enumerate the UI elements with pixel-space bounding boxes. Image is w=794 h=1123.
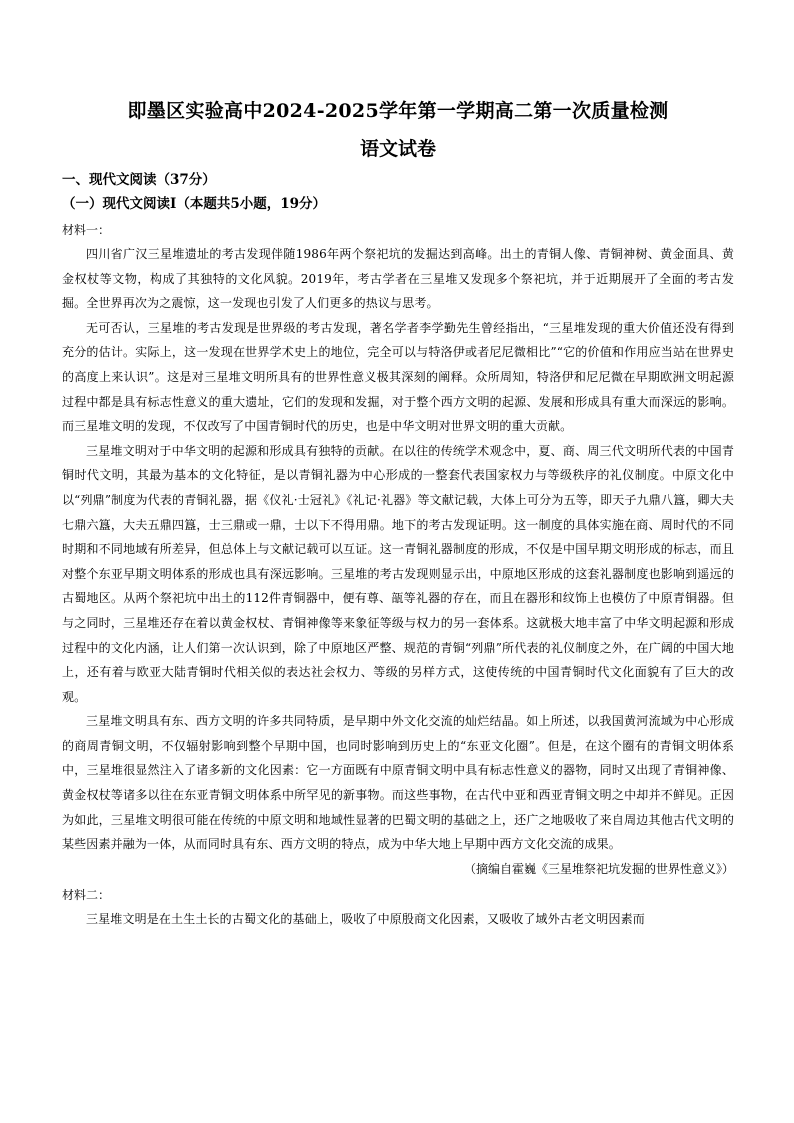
- source-citation: （摘编自霍巍《三星堆祭祀坑发掘的世界性意义》）: [463, 861, 734, 876]
- material-label: 材料一：: [62, 223, 111, 237]
- paragraph: 无可否认，三星堆的考古发现是世界级的考古发现，著名学者李学勤先生曾经指出，“三星堆发现的重大价值还没有得到充分的估计。实际上，这一发现在世界学术史上的地位，完全可以与特洛伊或者尼尼微相比”“它的价值和作用应当站在世界史的高度上来认识”。这是对三星堆文明所具有的世界性意义极其深刻的阐释。众所周知，特洛伊和尼尼微在早期欧洲文明起源过程中都是具有标志性意义的重大遗址，它们的发现和发掘，对于整个西方文明的起源、发展和形成具有重大而深远的影响。而三星堆文明的发现，不仅改写了中国青铜时代的历史，也是中华文明对世界文明的重大贡献。: [62, 320, 734, 434]
- exam-page: [62, 96, 734, 932]
- paragraph: 三星堆文明是在土生土长的古蜀文化的基础上，吸收了中原殷商文化因素，又吸收了域外古老文明因素而: [86, 912, 645, 927]
- paragraph: 四川省广汉三星堆遗址的考古发现伴随1986年两个祭祀坑的发掘达到高峰。出土的青铜人像、青铜神树、黄金面具、黄金权杖等文物，构成了其独特的文化风貌。2019年，考古学者在三星堆又发现多个祭祀坑，并于近期展开了全面的考古发掘。全世界再次为之震惊，这一发现也引发了人们更多的热议与思考。: [62, 247, 734, 311]
- section-heading-part1: 一、现代文阅读（37分）: [62, 172, 216, 188]
- paragraph: 三星堆文明具有东、西方文明的许多共同特质，是早期中外文化交流的灿烂结晶。如上所述，以我国黄河流域为中心形成的商周青铜文明，不仅辐射影响到整个早期中国，也同时影响到历史上的“东亚文化圈”。但是，在这个圈有的青铜文明体系中，三星堆很显然注入了诸多新的文化因素：它一方面既有中原青铜文明中具有标志性意义的器物，同时又出现了青铜神像、黄金权杖等诸多以往在东亚青铜文明体系中所罕见的新事物。而这些事物，在古代中亚和西亚青铜文明之中却并不鲜见。正因为如此，三星堆文明很可能在传统的中原文明和地域性显著的巴蜀文明的基础之上，还广之地吸收了来自周边其他古代文明的某些因素并融为一体，从而同时具有东、西方文明的特点，成为中华大地上早期中西方文化交流的成果。: [62, 714, 734, 852]
- material-label: 材料二：: [62, 888, 111, 903]
- exam-title: 即墨区实验高中2024-2025学年第一学期高二第一次质量检测: [127, 100, 669, 122]
- paragraph: 三星堆文明对于中华文明的起源和形成具有独特的贡献。在以往的传统学术观念中，夏、商、周三代文明所代表的中国青铜时代文明，其最为基本的文化特征，是以青铜礼器为中心形成的一整套代表国家权力与等级秩序的礼仪制度。中原文化中以“列鼎”制度为代表的青铜礼器，据《仪礼·士冠礼》《礼记·礼器》等文献记载，大体上可分为五等，即天子九鼎八簋，卿大夫七鼎六簋，大夫五鼎四簋，士三鼎或一鼎，士以下不得用鼎。地下的考古发现证明。这一制度的具体实施在商、周时代的不同时期和不同地域有所差异，但总体上与文献记载可以互证。这一青铜礼器制度的形成，不仅是中国早期文明形成的标志，而且对整个东亚早期文明体系的形成也具有深远影响。三星堆的考古发现则显示出，中原地区形成的这套礼器制度也影响到遥远的古蜀地区。从两个祭祀坑中出土的112件青铜器中，便有尊、瓿等礼器的存在，而且在器形和纹饰上也模仿了中原青铜器。但与之同时，三星堆还存在着以黄金权杖、青铜神像等来象征等级与权力的另一套体系。这就极大地丰富了中华文明起源和形成过程中的文化内涵，让人们第一次认识到，除了中原地区严整、规范的青铜“列鼎”所代表的礼仪制度之外，在广阔的中国大地上，还有着与欧亚大陆青铜时代相关似的表达社会权力、等级的另样方式，这使传统的中国青铜时代文化面貌有了巨大的改观。: [62, 443, 734, 704]
- section-heading-part1-sub1: （一）现代文阅读Ⅰ（本题共5小题，19分）: [62, 196, 326, 212]
- exam-subtitle: 语文试卷: [359, 138, 436, 160]
